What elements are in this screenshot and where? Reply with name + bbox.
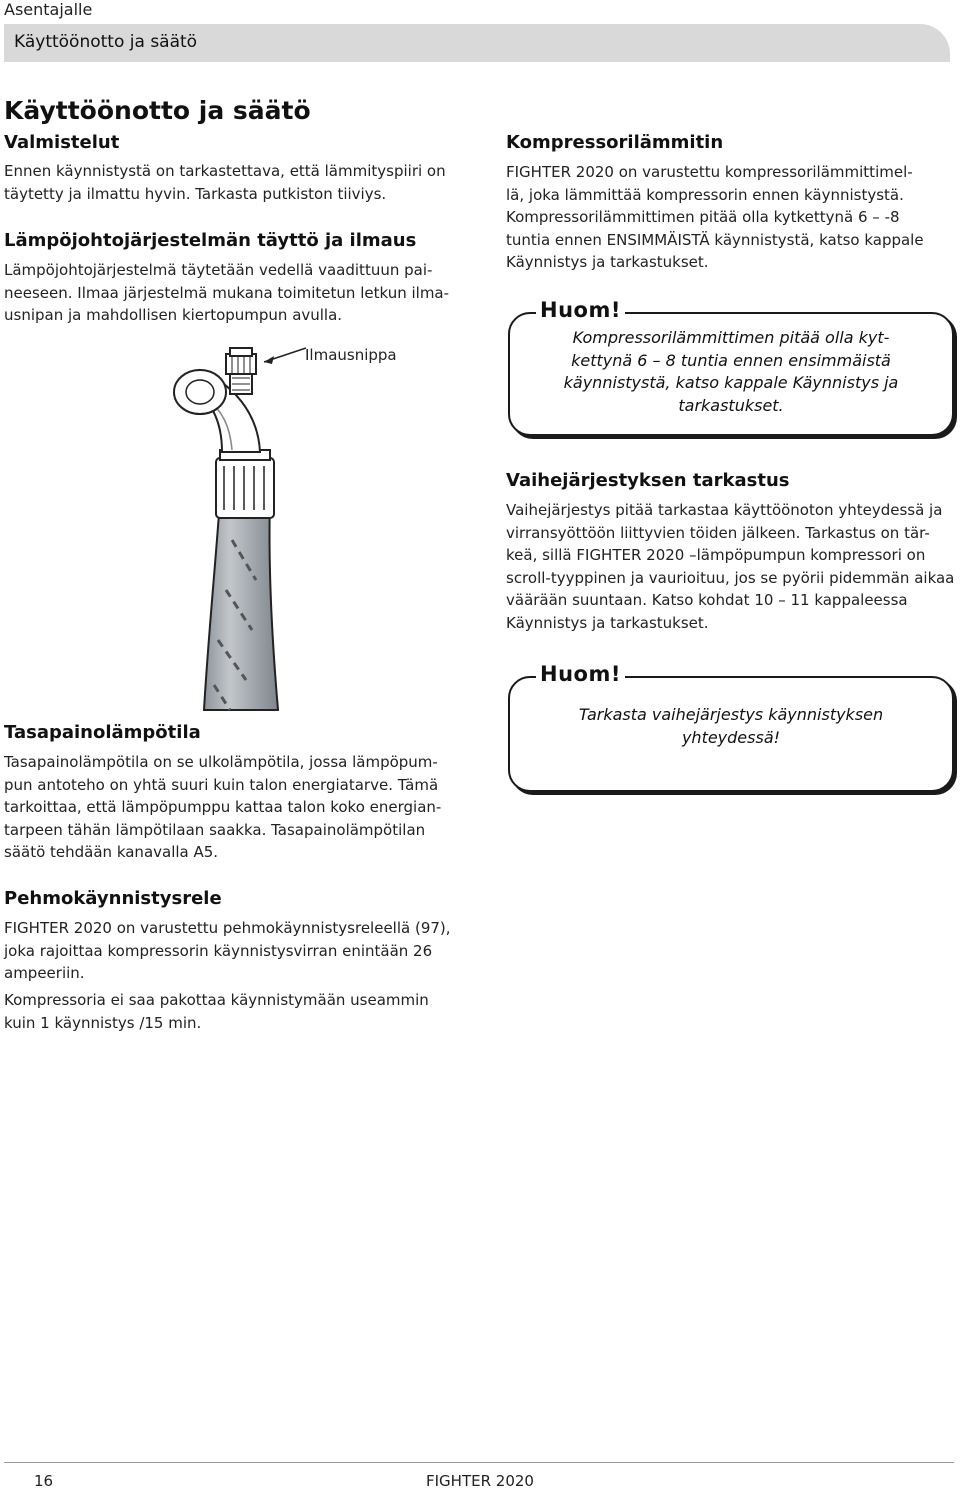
text-line: täytetty ja ilmattu hyvin. Tarkasta putkiston tiiviys.	[4, 184, 387, 203]
text-line: virransyöttöön liittyvien töiden jälkeen. Tarkastus on tär-	[506, 523, 930, 542]
vaihe-heading: Vaihejärjestyksen tarkastus	[506, 470, 790, 491]
valmistelut-heading: Valmistelut	[4, 132, 120, 153]
text-line: usnipan ja mahdollisen kiertopumpun avulla.	[4, 306, 343, 324]
hose-illustration	[160, 340, 460, 720]
note-title: Huom!	[536, 662, 625, 686]
note-title: Huom!	[536, 298, 625, 322]
text-line: väärään suuntaan. Katso kohdat 10 – 11 kappaleessa	[506, 591, 908, 609]
figure-label-ilmausnippa: Ilmausnippa	[305, 346, 397, 364]
text-line: FIGHTER 2020 on varustettu kompressorilämmittimel-	[506, 163, 913, 181]
text-line: Tarkasta vaihejärjestys käynnistyksen	[578, 705, 884, 724]
text-line: yhteydessä!	[681, 727, 781, 747]
text-line: neeseen. Ilmaa järjestelmä mukana toimitetun letkun ilma-	[4, 283, 450, 302]
text-line: kuin 1 käynnistys /15 min.	[4, 1013, 202, 1032]
section-label: Asentajalle	[4, 0, 93, 19]
note-text	[510, 704, 952, 749]
text-line: kettynä 6 – 8 tuntia ennen ensimmäistä	[571, 350, 891, 370]
text-line: tuntia ennen ENSIMMÄISTÄ käynnistystä, katso kappale	[506, 230, 924, 249]
tasapaino-heading: Tasapainolämpötila	[4, 722, 201, 743]
valmistelut-paragraph	[4, 160, 446, 205]
text-line: Kompressorilämmittimen pitää olla kyt-	[572, 328, 890, 347]
page-number: 16	[34, 1472, 54, 1490]
text-line: Kompressoria ei saa pakottaa käynnistymään useammin	[4, 991, 429, 1009]
text-line: Käynnistys ja tarkastukset.	[506, 613, 709, 632]
header-bar-title: Käyttöönotto ja säätö	[14, 32, 198, 52]
text-line: joka rajoittaa kompressorin käynnistysvirran enintään 26	[4, 941, 433, 960]
text-line: scroll-tyyppinen ja vaurioituu, jos se pyörii pidemmän aikaa	[506, 568, 955, 587]
text-line: Lämpöjohtojärjestelmä täytetään vedellä vaadittuun pai-	[4, 261, 433, 279]
text-line: keä, sillä FIGHTER 2020 –lämpöpumpun kompressori on	[506, 546, 926, 564]
tasapaino-paragraph	[4, 751, 441, 864]
text-line: pun antoteho on yhtä suuri kuin talon energiatarve. Tämä	[4, 775, 439, 794]
text-line: ampeeriin.	[4, 964, 85, 982]
pehmo-paragraph-1	[4, 917, 451, 985]
text-line: FIGHTER 2020 on varustettu pehmokäynnistysreleellä (97),	[4, 919, 451, 937]
text-line: Vaihejärjestys pitää tarkastaa käyttöönoton yhteydessä ja	[506, 501, 943, 519]
taytto-paragraph	[4, 259, 449, 327]
kompressori-heading: Kompressorilämmitin	[506, 132, 724, 153]
note-text	[510, 327, 952, 417]
text-line: Kompressorilämmittimen pitää olla kytkettynä 6 – -8	[506, 208, 900, 226]
text-line: tarkastukset.	[678, 395, 784, 415]
text-line: tarpeen tähän lämpötilaan saakka. Tasapainolämpötilan	[4, 820, 426, 839]
text-line: Käynnistys ja tarkastukset.	[506, 253, 709, 271]
text-line: lä, joka lämmittää kompressorin ennen käynnistystä.	[506, 185, 904, 204]
vaihe-paragraph	[506, 499, 954, 634]
text-line: tarkoittaa, että lämpöpumppu kattaa talon koko energian-	[4, 798, 442, 816]
taytto-heading: Lämpöjohtojärjestelmän täyttö ja ilmaus	[4, 230, 417, 251]
kompressori-paragraph	[506, 161, 924, 274]
text-line: Tasapainolämpötila on se ulkolämpötila, jossa lämpöpum-	[4, 753, 438, 771]
footer-product: FIGHTER 2020	[426, 1472, 534, 1490]
page-title: Käyttöönotto ja säätö	[4, 96, 311, 125]
pehmo-paragraph-2	[4, 989, 429, 1034]
text-line: Ennen käynnistystä on tarkastettava, että lämmityspiiri on	[4, 162, 446, 180]
text-line: säätö tehdään kanavalla A5.	[4, 843, 219, 861]
text-line: käynnistystä, katso kappale Käynnistys ja	[563, 373, 899, 392]
pehmo-heading: Pehmokäynnistysrele	[4, 888, 222, 909]
footer-divider	[4, 1462, 954, 1463]
